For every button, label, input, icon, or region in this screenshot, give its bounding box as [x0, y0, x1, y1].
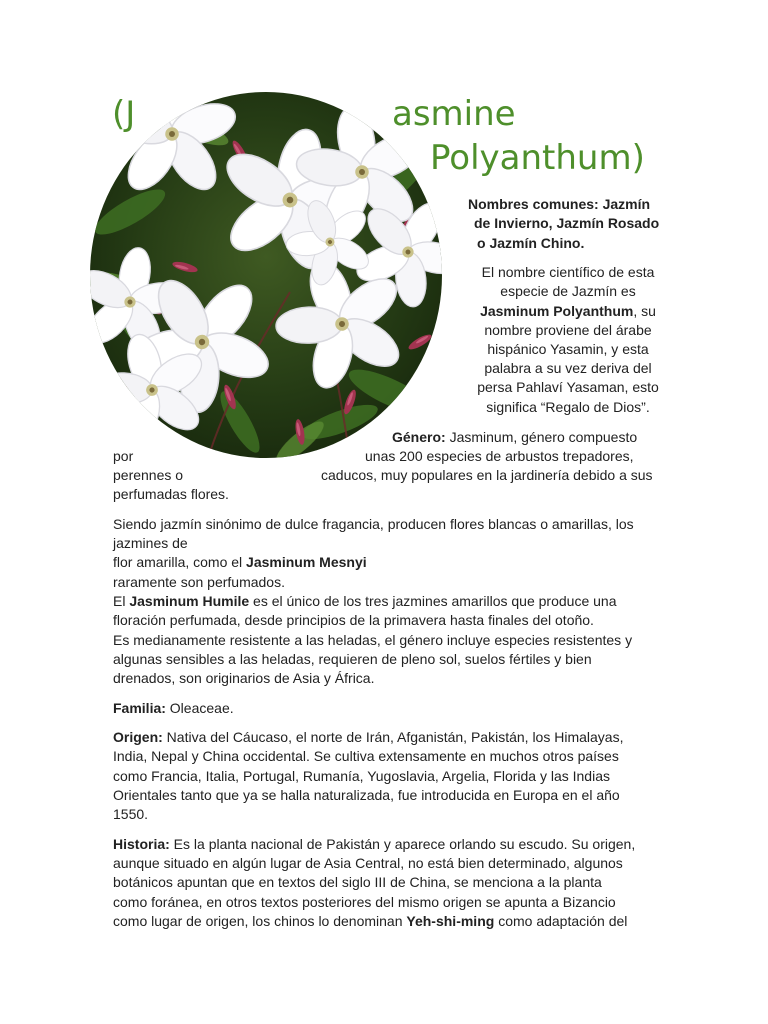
para2-line-3-text: flor amarilla, como el: [113, 554, 247, 570]
origen-line-1: [113, 728, 623, 747]
common-names-line-3: o Jazmín Chino.: [477, 235, 585, 251]
origen-line-2: India, Nepal y China occidental. Se cultiva extensamente en muchos otros países: [113, 748, 619, 764]
genero-line-1-text: Jasminum, género compuesto: [445, 429, 638, 445]
para2-line-3: [113, 553, 367, 572]
para2-line-5: [113, 592, 616, 611]
intro-line-2: especie de Jazmín es: [500, 283, 636, 299]
origen-line-3: como Francia, Italia, Portugal, Rumanía, Yugoslavia, Argelia, Florida y las Indias: [113, 768, 610, 784]
familia-value: Oleaceae.: [165, 700, 234, 716]
jasmine-photo: [90, 92, 442, 458]
origen-label: Origen:: [113, 729, 163, 745]
genero-label: Género:: [392, 429, 446, 445]
origen-line-4: Orientales tanto que ya se halla naturalizada, fue introducida en Europa en el año: [113, 787, 620, 803]
genero-line-1: [392, 428, 637, 447]
historia-line-5-rest: como adaptación del: [494, 913, 628, 929]
intro-line-7: persa Pahlaví Yasaman, esto: [477, 379, 659, 395]
para2-line-8: algunas sensibles a las heladas, requieren de pleno sol, suelos fértiles y bien: [113, 651, 592, 667]
historia-line-3: botánicos apuntan que en textos del siglo III de China, se menciona a la planta: [113, 874, 602, 890]
historia-line-4: como foránea, en otros textos posteriores del mismo origen se apunta a Bizancio: [113, 894, 616, 910]
intro-line-3-rest: , su: [633, 303, 656, 319]
historia-line-5: [113, 912, 627, 931]
intro-line-3: [419, 302, 717, 321]
intro-line-5: hispánico Yasamin, y esta: [487, 341, 649, 357]
genero-line-4: perfumadas flores.: [113, 486, 229, 502]
origen-line-5: 1550.: [113, 806, 149, 822]
term-jasminum-humile: Jasminum Humile: [129, 593, 250, 609]
historia-line-1: [113, 835, 635, 854]
intro-line-6: palabra a su vez deriva del: [484, 360, 652, 376]
para2-line-1: Siendo jazmín sinónimo de dulce fragancia, producen flores blancas o amarillas, los: [113, 516, 634, 532]
intro-term-jasminum-polyanthum: Jasminum Polyanthum: [480, 303, 634, 319]
genero-line-2a: por: [113, 448, 134, 464]
para2-line-7: Es medianamente resistente a las heladas, el género incluye especies resistentes y: [113, 632, 633, 648]
para2-line-2: jazmines de: [113, 535, 188, 551]
genero-line-2b: unas 200 especies de arbustos trepadores,: [365, 448, 634, 464]
genero-line-3b: caducos, muy populares en la jardinería debido a sus: [321, 467, 653, 483]
para2-line-9: drenados, son originarios de Asia y África.: [113, 670, 375, 686]
familia-label: Familia:: [113, 700, 166, 716]
common-names-line-2: de Invierno, Jazmín Rosado: [474, 215, 660, 231]
familia-line: [113, 699, 234, 718]
term-jasminum-mesnyi: Jasminum Mesnyi: [246, 554, 367, 570]
title-part-3: Polyanthum): [430, 138, 645, 178]
para2-line-4: raramente son perfumados.: [113, 574, 285, 590]
historia-line-5-text: como lugar de origen, los chinos lo denominan: [113, 913, 407, 929]
genero-line-3a: perennes o: [113, 467, 184, 483]
para2-line-5-rest: es el único de los tres jazmines amarillos que produce una: [249, 593, 617, 609]
para2-line-6: floración perfumada, desde principios de la primavera hasta finales del otoño.: [113, 612, 594, 628]
title-part-2: asmine: [392, 94, 516, 134]
intro-line-8: significa “Regalo de Dios”.: [486, 399, 650, 415]
title-part-1: (J: [112, 94, 136, 134]
historia-label: Historia:: [113, 836, 170, 852]
intro-line-4: nombre proviene del árabe: [484, 322, 652, 338]
term-yeh-shi-ming: Yeh-shi-ming: [406, 913, 495, 929]
para2-line-5-prefix: El: [113, 593, 130, 609]
origen-line-1-text: Nativa del Cáucaso, el norte de Irán, Afganistán, Pakistán, los Himalayas,: [162, 729, 624, 745]
historia-line-1-text: Es la planta nacional de Pakistán y aparece orlando su escudo. Su origen,: [169, 836, 636, 852]
intro-line-1: El nombre científico de esta: [481, 264, 655, 280]
common-names-line-1: Nombres comunes: Jazmín: [468, 196, 651, 212]
historia-line-2: aunque situado en algún lugar de Asia Central, no está bien determinado, algunos: [113, 855, 623, 871]
